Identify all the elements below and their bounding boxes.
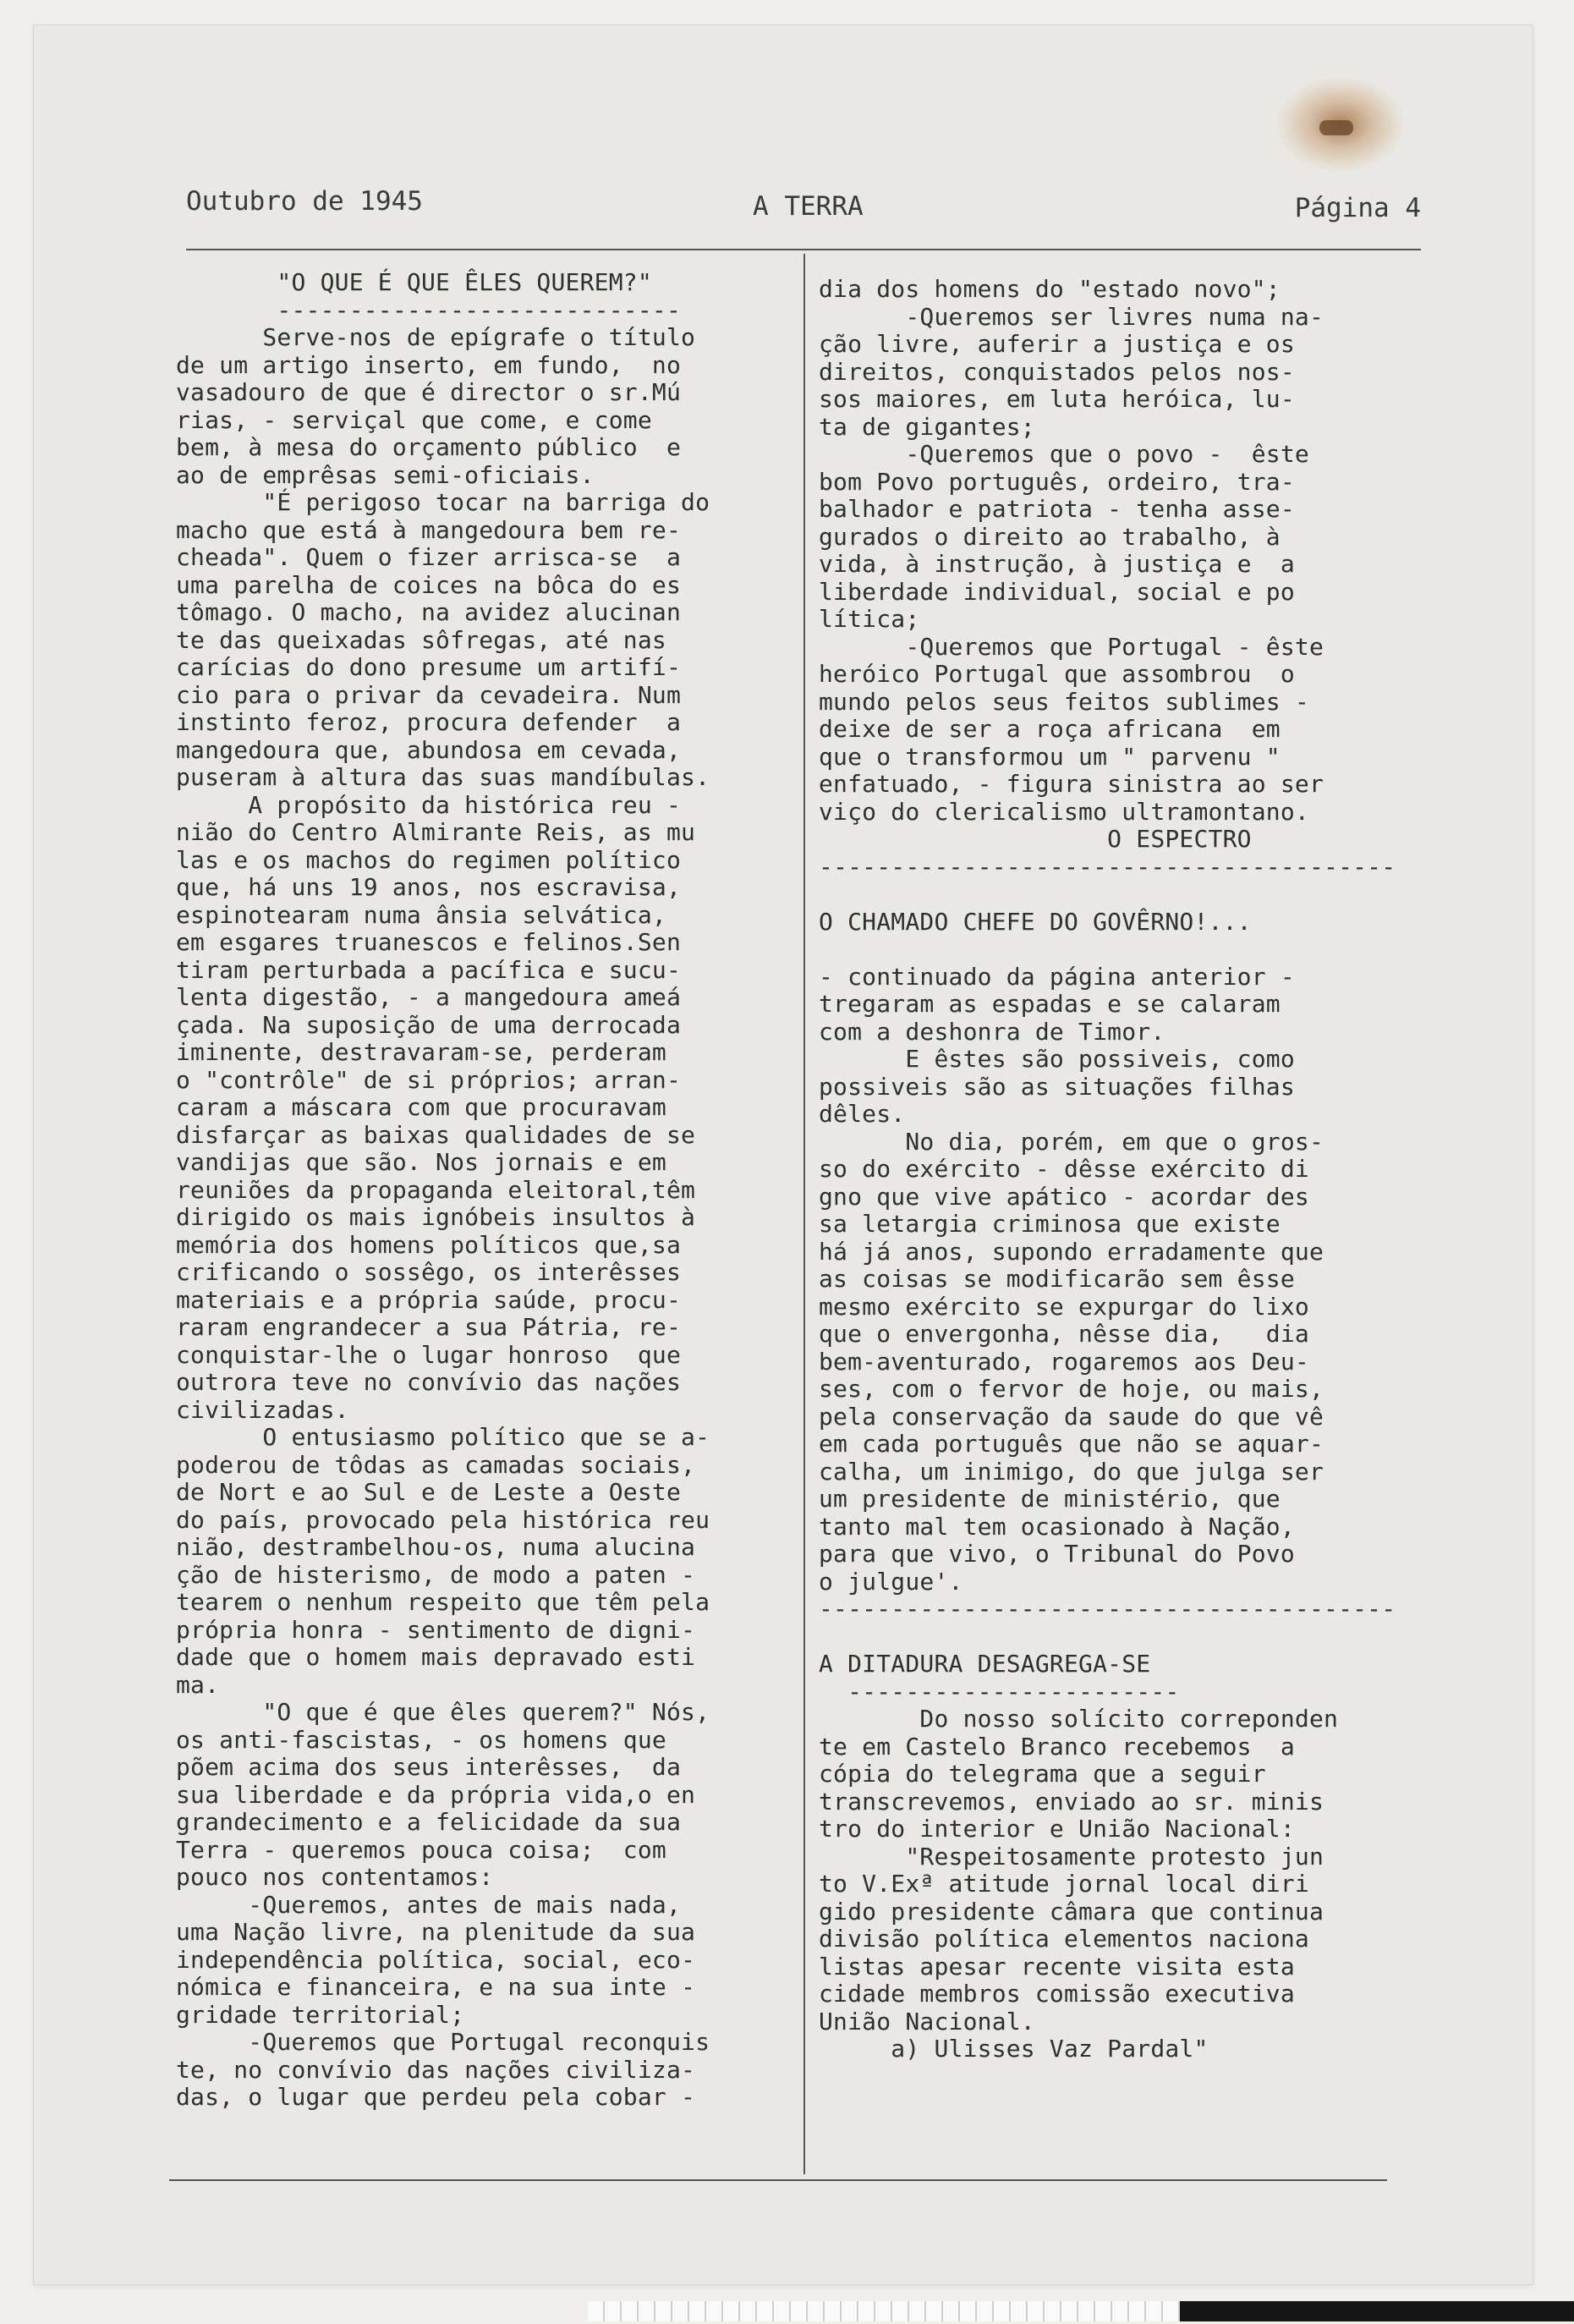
staple-mark	[1319, 120, 1353, 135]
black-patch	[1180, 2301, 1574, 2321]
text-line: civilizadas.	[176, 1395, 349, 1424]
text-line: uma parelha de coices na bôca do es	[176, 570, 682, 599]
text-line: liberdade individual, social e po	[819, 577, 1295, 606]
text-line: enfatuado, - figura sinistra ao ser	[819, 770, 1324, 798]
text-line: de um artigo inserto, em fundo, no	[176, 350, 682, 379]
text-line: bom Povo português, ordeiro, tra-	[819, 467, 1295, 496]
header-rule	[186, 249, 1421, 250]
text-line: própria honra - sentimento de digni-	[176, 1615, 696, 1644]
text-line: possiveis são as situações filhas	[819, 1072, 1295, 1101]
text-line: -Queremos, antes de mais nada,	[176, 1890, 682, 1919]
text-line: tanto mal tem ocasionado à Nação,	[819, 1512, 1295, 1541]
text-line: conquistar-lhe o lugar honroso que	[176, 1340, 682, 1369]
text-line: dirigido os mais ignóbeis insultos à	[176, 1203, 696, 1231]
text-line: cio para o privar da cevadeira. Num	[176, 680, 682, 709]
text-line: "O QUE É QUE ÊLES QUEREM?"	[176, 268, 652, 296]
text-line: raram engrandecer a sua Pátria, re-	[176, 1313, 682, 1341]
text-line: mangedoura que, abundosa em cevada,	[176, 735, 682, 764]
text-line: em esgares truanescos e felinos.Sen	[176, 928, 682, 956]
text-line: reuniões da propaganda eleitoral,têm	[176, 1175, 696, 1204]
text-line: -----------------------	[819, 1677, 1180, 1706]
text-line: lenta digestão, - a mangedoura ameá	[176, 983, 682, 1011]
text-line: nómica e financeira, e na sua inte -	[176, 1973, 696, 2001]
text-line: materiais e a própria saúde, procu-	[176, 1285, 682, 1314]
text-line: caram a máscara com que procuravam	[176, 1093, 666, 1121]
text-line: tômago. O macho, na avidez alucinan	[176, 598, 682, 626]
text-line: tregaram as espadas e se calaram	[819, 990, 1281, 1018]
text-line: transcrevemos, enviado ao sr. minis	[819, 1787, 1324, 1816]
text-line: há já anos, supondo erradamente que	[819, 1237, 1324, 1266]
footer-rule	[169, 2179, 1387, 2181]
text-line: -Queremos ser livres numa na-	[819, 302, 1324, 331]
text-line: so do exército - dêsse exército di	[819, 1155, 1309, 1183]
text-line: mesmo exército se expurgar do lixo	[819, 1292, 1309, 1321]
text-line: pouco nos contentamos:	[176, 1863, 494, 1891]
text-line: dade que o homem mais depravado esti	[176, 1643, 696, 1671]
text-line: põem acima dos seus interêsses, da	[176, 1753, 682, 1781]
text-line: o julgue'.	[819, 1567, 963, 1596]
text-line: "O que é que êles querem?" Nós,	[176, 1698, 710, 1726]
text-line: Serve-nos de epígrafe o título	[176, 323, 696, 351]
text-line: cidade membros comissão executiva	[819, 1980, 1295, 2008]
text-line: um presidente de ministério, que	[819, 1485, 1281, 1513]
text-line: as coisas se modificarão sem êsse	[819, 1265, 1295, 1293]
text-line: gno que vive apático - acordar des	[819, 1182, 1309, 1211]
text-line: A DITADURA DESAGREGA-SE	[819, 1650, 1151, 1678]
masthead	[186, 186, 1421, 228]
issue-date: Outubro de 1945	[186, 186, 423, 217]
left-column	[176, 269, 710, 2112]
text-line: instinto feroz, procura defender a	[176, 708, 682, 736]
text-line: mundo pelos seus feitos sublimes -	[819, 687, 1309, 716]
newspaper-title: A TERRA	[753, 191, 864, 222]
text-line: espinotearam numa ânsia selvática,	[176, 900, 666, 929]
text-line: que o transformou um " parvenu "	[819, 742, 1281, 771]
text-line: com a deshonra de Timor.	[819, 1017, 1165, 1046]
text-line: "Respeitosamente protesto jun	[819, 1842, 1324, 1871]
text-line: to V.Exª atitude jornal local diri	[819, 1870, 1309, 1898]
text-line: deixe de ser a roça africana em	[819, 715, 1281, 743]
text-line	[819, 1624, 1396, 1651]
text-line: -Queremos que o povo - êste	[819, 440, 1309, 468]
text-line: cheada". Quem o fizer arrisca-se a	[176, 543, 682, 571]
text-line: dia dos homens do "estado novo";	[819, 275, 1281, 303]
text-line: ta de gigantes;	[819, 412, 1035, 441]
text-line: para que vivo, o Tribunal do Povo	[819, 1540, 1295, 1568]
text-line: ----------------------------------------	[819, 852, 1396, 881]
right-column	[819, 276, 1396, 2063]
text-line: macho que está à mangedoura bem re-	[176, 515, 682, 544]
text-line: vandijas que são. Nos jornais e em	[176, 1148, 666, 1176]
text-line: ção livre, auferir a justiça e os	[819, 330, 1295, 358]
text-line	[819, 936, 1396, 964]
text-line: tiram perturbada a pacífica e sucu-	[176, 955, 682, 984]
text-line: ----------------------------------------	[819, 1595, 1396, 1623]
scale-ruler	[588, 2301, 1180, 2321]
text-line: ses, com o fervor de hoje, ou mais,	[819, 1375, 1324, 1403]
text-line: União Nacional.	[819, 2007, 1035, 2036]
text-line: outrora teve no convívio das nações	[176, 1368, 682, 1396]
text-line: No dia, porém, em que o gros-	[819, 1127, 1324, 1156]
text-line: sua liberdade e da própria vida,o en	[176, 1780, 696, 1809]
text-line	[819, 881, 1396, 909]
text-line: independência política, social, eco-	[176, 1945, 696, 1974]
text-line: dêles.	[819, 1100, 906, 1128]
text-line: nião, destrambelhou-os, numa alucina	[176, 1533, 696, 1561]
text-line: listas apesar recente visita esta	[819, 1952, 1295, 1981]
text-line: grandecimento e a felicidade da sua	[176, 1808, 682, 1836]
text-line: iminente, destravaram-se, perderam	[176, 1038, 666, 1066]
text-line: balhador e patriota - tenha asse-	[819, 495, 1295, 523]
text-line: a) Ulisses Vaz Pardal"	[819, 2035, 1209, 2063]
text-line: -Queremos que Portugal reconquis	[176, 2028, 710, 2056]
text-line: tro do interior e União Nacional:	[819, 1815, 1295, 1843]
text-line: lítica;	[819, 605, 920, 633]
text-line: - continuado da página anterior -	[819, 962, 1295, 991]
text-line: vasadouro de que é director o sr.Mú	[176, 378, 682, 406]
text-line: das, o lugar que perdeu pela cobar -	[176, 2083, 696, 2111]
text-line: uma Nação livre, na plenitude da sua	[176, 1918, 696, 1946]
text-line: las e os machos do regimen político	[176, 845, 682, 874]
text-line: -Queremos que Portugal - êste	[819, 632, 1324, 661]
text-line: ma.	[176, 1670, 220, 1699]
text-line: nião do Centro Almirante Reis, as mu	[176, 818, 696, 846]
text-line: sa letargia criminosa que existe	[819, 1210, 1281, 1238]
text-line: direitos, conquistados pelos nos-	[819, 357, 1295, 386]
text-line: em cada português que não se aquar-	[819, 1430, 1324, 1458]
text-line: carícias do dono presume um artifí-	[176, 653, 682, 681]
text-line: heróico Portugal que assombrou o	[819, 660, 1295, 688]
text-line: disfarçar as baixas qualidades de se	[176, 1120, 696, 1149]
text-line: que, há uns 19 anos, nos escravisa,	[176, 873, 682, 901]
text-line: sos maiores, em luta heróica, lu-	[819, 385, 1295, 413]
text-line: O entusiasmo político que se a-	[176, 1423, 710, 1451]
text-line: pela conservação da saude do que vê	[819, 1402, 1324, 1431]
text-line: bem-aventurado, rogaremos aos Deu-	[819, 1347, 1309, 1376]
text-line: te em Castelo Branco recebemos a	[819, 1732, 1295, 1761]
text-line: E êstes são possiveis, como	[819, 1045, 1295, 1073]
text-line: divisão política elementos naciona	[819, 1925, 1309, 1953]
text-line: "É perigoso tocar na barriga do	[176, 488, 710, 516]
text-line: calha, um inimigo, do que julga ser	[819, 1457, 1324, 1486]
text-line: çada. Na suposição de uma derrocada	[176, 1010, 682, 1039]
text-line: gridade territorial;	[176, 2000, 465, 2029]
text-line: gurados o direito ao trabalho, à	[819, 522, 1281, 551]
text-line: vida, à instrução, à justiça e a	[819, 550, 1295, 578]
text-line: bem, à mesa do orçamento público e	[176, 433, 682, 461]
text-line: puseram à altura das suas mandíbulas.	[176, 763, 710, 791]
scan-color-bar	[93, 2298, 1446, 2324]
text-line: rias, - serviçal que come, e come	[176, 405, 652, 434]
text-line: que o envergonha, nêsse dia, dia	[819, 1320, 1309, 1348]
text-line: poderou de tôdas as camadas sociais,	[176, 1450, 696, 1479]
text-line: gido presidente câmara que continua	[819, 1897, 1324, 1926]
text-line: ----------------------------	[176, 295, 682, 324]
text-line: do país, provocado pela histórica reu	[176, 1505, 710, 1534]
column-divider	[803, 254, 805, 2174]
text-line: Terra - queremos pouca coisa; com	[176, 1835, 666, 1864]
text-line: O CHAMADO CHEFE DO GOVÊRNO!...	[819, 907, 1252, 936]
text-line: de Nort e ao Sul e de Leste a Oeste	[176, 1478, 682, 1506]
page-number: Página 4	[1294, 193, 1421, 223]
text-line: tearem o nenhum respeito que têm pela	[176, 1588, 710, 1616]
text-line: Do nosso solícito correponden	[819, 1705, 1339, 1733]
text-line: os anti-fascistas, - os homens que	[176, 1725, 666, 1754]
text-line: crificando o sossêgo, os interêsses	[176, 1258, 682, 1286]
text-line: memória dos homens políticos que,sa	[176, 1230, 682, 1259]
text-line: te, no convívio das nações civiliza-	[176, 2055, 696, 2084]
text-line: te das queixadas sôfregas, até nas	[176, 625, 666, 654]
text-line: O ESPECTRO	[819, 825, 1252, 853]
text-line: ção de histerismo, de modo a paten -	[176, 1560, 696, 1589]
text-line: ao de emprêsas semi-oficiais.	[176, 460, 595, 489]
text-line: A propósito da histórica reu -	[176, 790, 682, 819]
text-line: viço do clericalismo ultramontano.	[819, 797, 1309, 826]
text-line: cópia do telegrama que a seguir	[819, 1760, 1266, 1788]
text-line: o "contrôle" de si próprios; arran-	[176, 1065, 682, 1094]
